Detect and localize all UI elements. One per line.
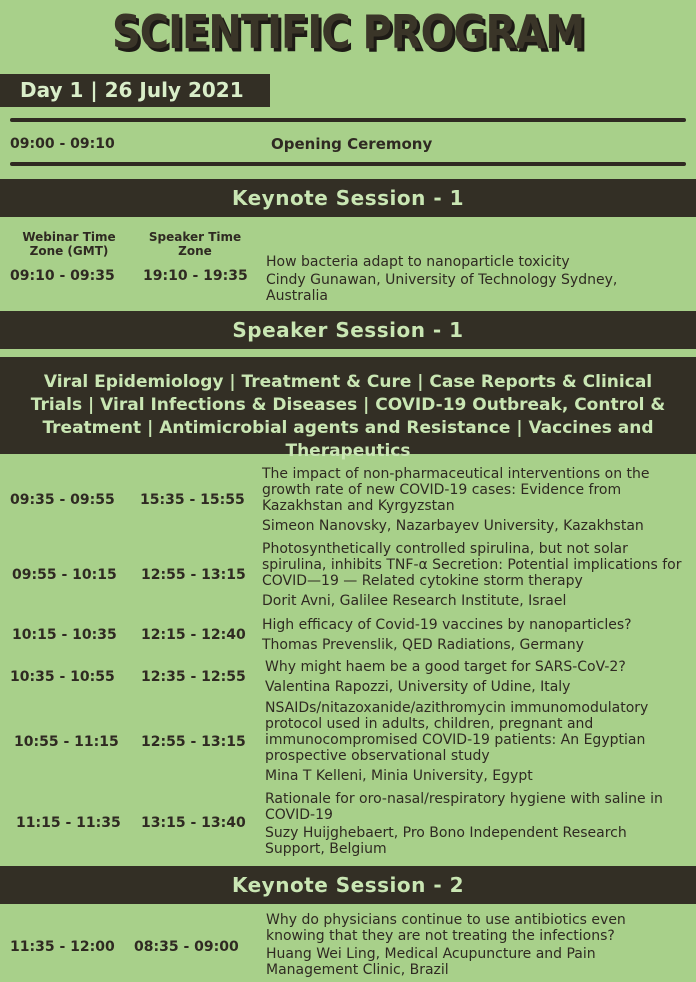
talk-item bbox=[265, 700, 685, 784]
talk-speaker: Cindy Gunawan, University of Technology Sydney, Australia bbox=[266, 272, 618, 304]
opening-label: Opening Ceremony bbox=[271, 135, 433, 153]
talk-item bbox=[265, 659, 685, 695]
talk-time-speaker: 19:10 - 19:35 bbox=[143, 268, 248, 284]
keynote-session-1-band: Keynote Session - 1 bbox=[0, 179, 696, 217]
talk-time-speaker: 12:35 - 12:55 bbox=[141, 669, 246, 685]
talk-speaker: Dorit Avni, Galilee Research Institute, Israel bbox=[262, 593, 567, 609]
talk-time-webinar: 11:35 - 12:00 bbox=[10, 939, 115, 955]
talk-time-webinar: 09:35 - 09:55 bbox=[10, 492, 115, 508]
talk-time-speaker: 15:35 - 15:55 bbox=[140, 492, 245, 508]
keynote-session-2-band: Keynote Session - 2 bbox=[0, 866, 696, 904]
talk-item bbox=[262, 617, 682, 653]
talk-speaker: Suzy Huijghebaert, Pro Bono Independent Research Support, Belgium bbox=[265, 825, 627, 857]
talk-speaker: Mina T Kelleni, Minia University, Egypt bbox=[265, 768, 533, 784]
keynote-2-talk bbox=[266, 912, 686, 978]
talk-speaker: Thomas Prevenslik, QED Radiations, Germany bbox=[262, 637, 584, 653]
session-topics: Viral Epidemiology | Treatment & Cure | Case Reports & Clinical Trials | Viral Infections & Diseases | COVID-19 Outbreak, Control & Treatment | Antimicrobial agents and Resistance | Vaccines and Therapeutics bbox=[0, 357, 696, 454]
talk-time-speaker: 12:15 - 12:40 bbox=[141, 627, 246, 643]
talk-time-speaker: 12:55 - 13:15 bbox=[141, 567, 246, 583]
day-badge: Day 1 | 26 July 2021 bbox=[0, 74, 270, 107]
talk-item bbox=[262, 466, 682, 534]
talk-time-webinar: 10:15 - 10:35 bbox=[12, 627, 117, 643]
talk-speaker: Huang Wei Ling, Medical Acupuncture and Pain Management Clinic, Brazil bbox=[266, 946, 596, 978]
talk-time-speaker: 13:15 - 13:40 bbox=[141, 815, 246, 831]
speaker-timezone-header: Speaker Time Zone bbox=[148, 230, 242, 258]
page-title: SCIENTIFIC PROGRAM bbox=[111, 6, 585, 60]
talk-title: How bacteria adapt to nanoparticle toxicity bbox=[266, 254, 570, 270]
talk-time-webinar: 10:35 - 10:55 bbox=[10, 669, 115, 685]
talk-title: Why do physicians continue to use antibiotics even knowing that they are not treating the infections? bbox=[266, 912, 626, 944]
talk-title: NSAIDs/nitazoxanide/azithromycin immunomodulatory protocol used in adults, children, pregnant and immunocompromised COVID-19 patients: An Egyptian prospective observational study bbox=[265, 700, 649, 764]
talk-time-webinar: 09:10 - 09:35 bbox=[10, 268, 115, 284]
talk-speaker: Valentina Rapozzi, University of Udine, Italy bbox=[265, 679, 571, 695]
talk-item bbox=[262, 541, 682, 609]
divider bbox=[10, 118, 686, 122]
divider bbox=[10, 162, 686, 166]
talk-speaker: Simeon Nanovsky, Nazarbayev University, Kazakhstan bbox=[262, 518, 644, 534]
talk-title: The impact of non-pharmaceutical interventions on the growth rate of new COVID-19 cases: Evidence from Kazakhstan and Kyrgyzstan bbox=[262, 466, 650, 514]
talk-time-speaker: 12:55 - 13:15 bbox=[141, 734, 246, 750]
keynote-1-talk bbox=[266, 254, 676, 304]
talk-title: Photosynthetically controlled spirulina, but not solar spirulina, inhibits TNF-α Secretion: Potential implications for COVID—19 — Related cytokine storm therapy bbox=[262, 541, 682, 589]
talk-time-webinar: 11:15 - 11:35 bbox=[16, 815, 121, 831]
talk-title: High efficacy of Covid-19 vaccines by nanoparticles? bbox=[262, 617, 632, 633]
talk-time-webinar: 09:55 - 10:15 bbox=[12, 567, 117, 583]
webinar-timezone-header: Webinar Time Zone (GMT) bbox=[22, 230, 116, 258]
talk-item bbox=[265, 791, 685, 857]
talk-title: Why might haem be a good target for SARS-CoV-2? bbox=[265, 659, 626, 675]
talk-time-speaker: 08:35 - 09:00 bbox=[134, 939, 239, 955]
opening-time: 09:00 - 09:10 bbox=[10, 136, 115, 152]
speaker-session-1-band: Speaker Session - 1 bbox=[0, 311, 696, 349]
talk-title: Rationale for oro-nasal/respiratory hygiene with saline in COVID-19 bbox=[265, 791, 663, 823]
talk-time-webinar: 10:55 - 11:15 bbox=[14, 734, 119, 750]
